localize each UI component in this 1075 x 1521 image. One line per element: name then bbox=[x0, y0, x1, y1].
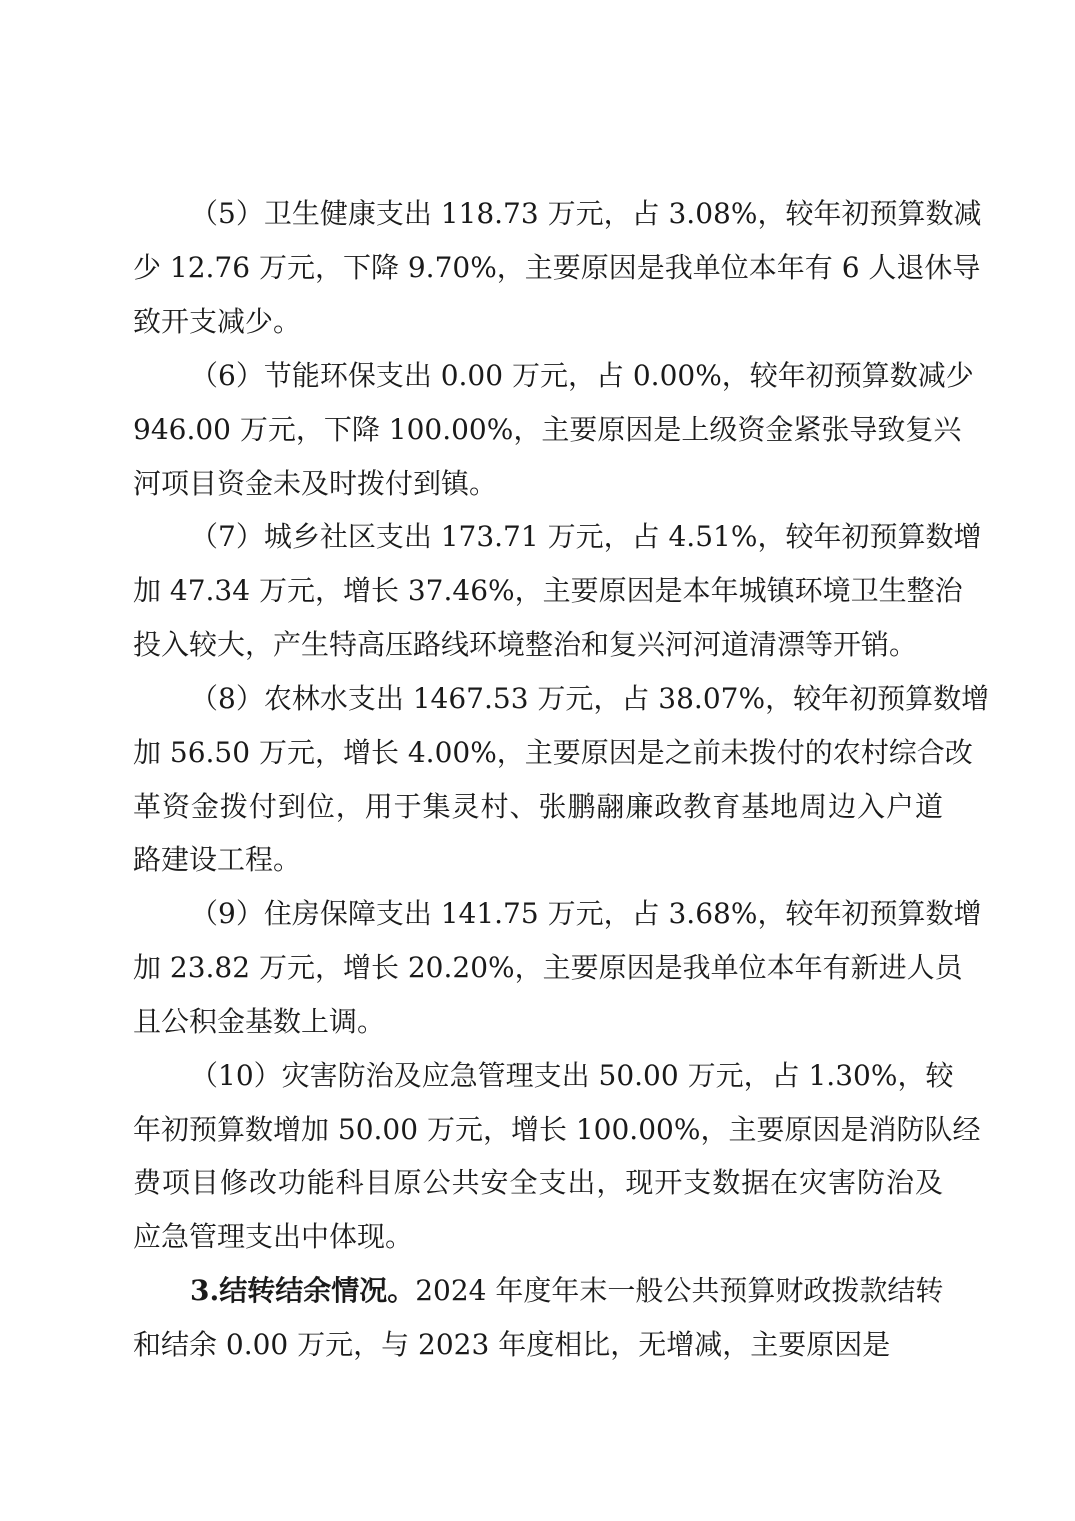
paragraph-6-line-1: （6）节能环保支出 0.00 万元，占 0.00%，较年初预算数减少 bbox=[190, 359, 974, 392]
paragraph-9-line-1: （9）住房保障支出 141.75 万元，占 3.68%，较年初预算数增 bbox=[190, 897, 982, 930]
paragraph-10-line-4: 应急管理支出中体现。 bbox=[133, 1220, 414, 1253]
section-3-line-1 bbox=[190, 1271, 943, 1311]
paragraph-8-line-1: （8）农林水支出 1467.53 万元，占 38.07%，较年初预算数增 bbox=[190, 682, 990, 715]
paragraph-10-line-2: 年初预算数增加 50.00 万元，增长 100.00%，主要原因是消防队经 bbox=[133, 1113, 981, 1146]
paragraph-9-line-3: 且公积金基数上调。 bbox=[133, 1005, 386, 1038]
paragraph-7-line-2: 加 47.34 万元，增长 37.46%，主要原因是本年城镇环境卫生整治 bbox=[133, 574, 963, 607]
paragraph-5-line-3: 致开支减少。 bbox=[133, 305, 302, 338]
paragraph-8-line-4: 路建设工程。 bbox=[133, 843, 302, 876]
section-3-line-1-text: 2024 年度年末一般公共预算财政拨款结转 bbox=[415, 1274, 944, 1307]
paragraph-9-line-2: 加 23.82 万元，增长 20.20%，主要原因是我单位本年有新进人员 bbox=[133, 951, 963, 984]
paragraph-8-line-3: 革资金拨付到位，用于集灵村、张鹏翮廉政教育基地周边入户道 bbox=[133, 790, 943, 823]
paragraph-7-line-1: （7）城乡社区支出 173.71 万元，占 4.51%，较年初预算数增 bbox=[190, 520, 982, 553]
paragraph-10-line-3: 费项目修改功能科目原公共安全支出，现开支数据在灾害防治及 bbox=[133, 1166, 943, 1199]
paragraph-5-line-1: （5）卫生健康支出 118.73 万元，占 3.08%，较年初预算数减 bbox=[190, 197, 982, 230]
section-3-heading: 3.结转结余情况。 bbox=[190, 1274, 416, 1307]
paragraph-6-line-3: 河项目资金未及时拨付到镇。 bbox=[133, 467, 498, 500]
paragraph-8-line-2: 加 56.50 万元，增长 4.00%，主要原因是之前未拨付的农村综合改 bbox=[133, 736, 973, 769]
paragraph-6-line-2: 946.00 万元，下降 100.00%，主要原因是上级资金紧张导致复兴 bbox=[133, 413, 962, 446]
section-3-line-2: 和结余 0.00 万元，与 2023 年度相比，无增减，主要原因是 bbox=[133, 1328, 891, 1361]
paragraph-7-line-3: 投入较大，产生特高压路线环境整治和复兴河河道清漂等开销。 bbox=[133, 628, 918, 661]
paragraph-5-line-2: 少 12.76 万元，下降 9.70%，主要原因是我单位本年有 6 人退休导 bbox=[133, 251, 981, 284]
paragraph-10-line-1: （10）灾害防治及应急管理支出 50.00 万元，占 1.30%，较 bbox=[190, 1059, 954, 1092]
